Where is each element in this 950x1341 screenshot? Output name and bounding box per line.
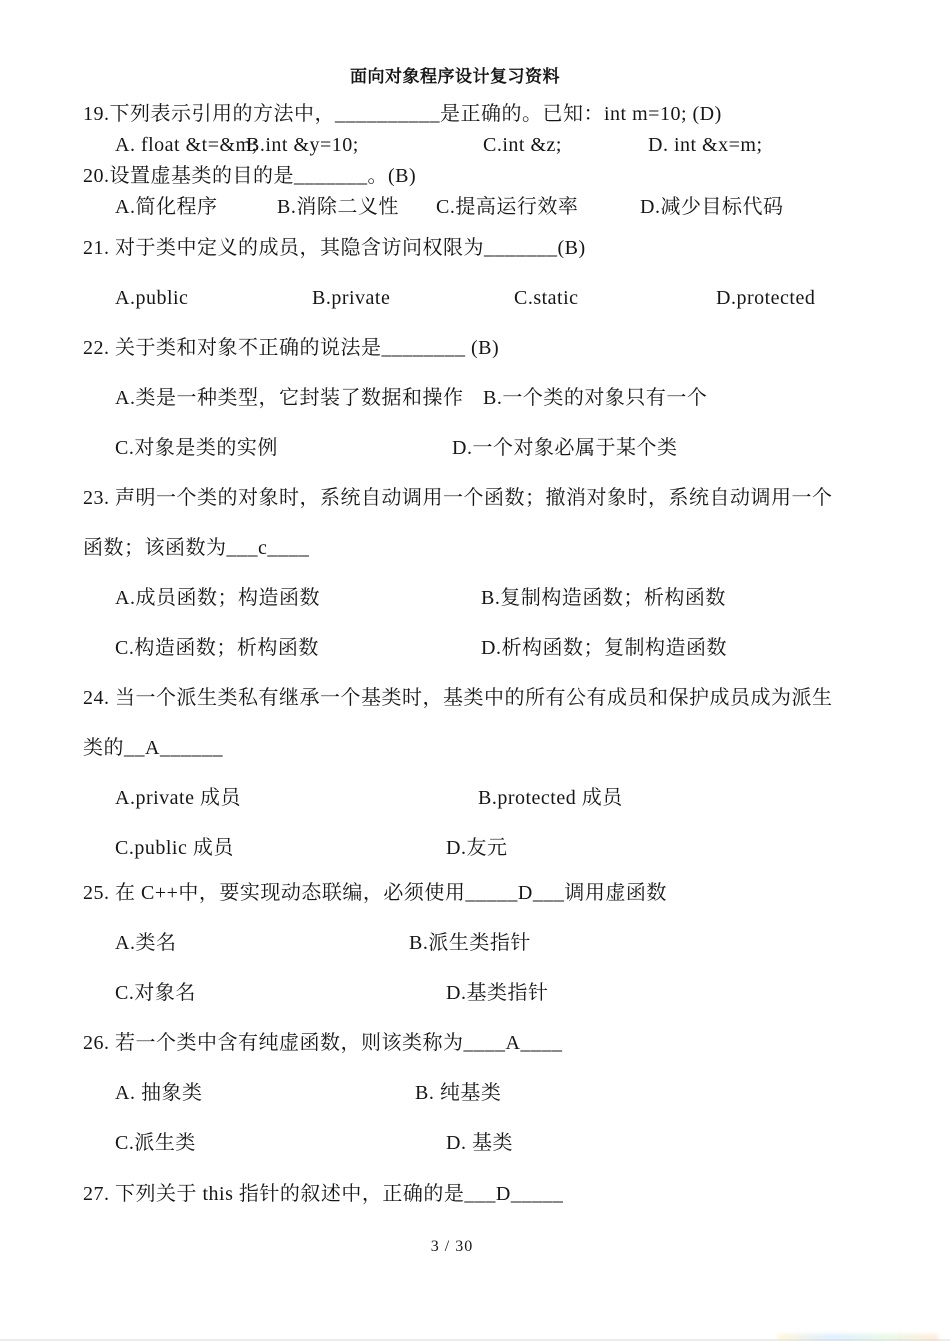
option: C.public 成员	[115, 837, 234, 859]
option: B. 纯基类	[415, 1082, 502, 1104]
question-stem-line: 20.设置虚基类的目的是_______。(B)	[83, 165, 417, 187]
option: A.简化程序	[115, 196, 218, 218]
option: A. float &t=&m;	[115, 134, 258, 156]
option: B.派生类指针	[409, 932, 531, 954]
option: C.static	[514, 287, 579, 309]
option: C.对象是类的实例	[115, 437, 278, 459]
option: A.成员函数；构造函数	[115, 587, 320, 609]
option: A.类名	[115, 932, 177, 954]
document-title: 面向对象程序设计复习资料	[350, 67, 560, 86]
option: B.private	[312, 287, 391, 309]
question-stem-line: 25. 在 C++中，要实现动态联编，必须使用_____D___调用虚函数	[83, 882, 667, 904]
option: C.int &z;	[483, 134, 562, 156]
question-stem-line: 19.下列表示引用的方法中，__________是正确的。已知：int m=10; (D)	[83, 103, 722, 125]
question-stem-line: 类的__A______	[83, 737, 223, 759]
question-stem-line: 24. 当一个派生类私有继承一个基类时，基类中的所有公有成员和保护成员成为派生	[83, 687, 833, 709]
page-number: 3 / 30	[430, 1238, 474, 1255]
option: A. 抽象类	[115, 1082, 203, 1104]
option: B.protected 成员	[478, 787, 623, 809]
option: B.消除二义性	[277, 196, 399, 218]
question-stem-line: 26. 若一个类中含有纯虚函数，则该类称为____A____	[83, 1032, 563, 1054]
option: D.析构函数；复制构造函数	[481, 637, 727, 659]
option: C.提高运行效率	[436, 196, 579, 218]
option: C.构造函数；析构函数	[115, 637, 319, 659]
option: D.protected	[716, 287, 816, 309]
question-stem-line: 21. 对于类中定义的成员，其隐含访问权限为_______(B)	[83, 237, 586, 259]
option: D.减少目标代码	[640, 196, 784, 218]
option: D. 基类	[446, 1132, 513, 1154]
option: B.int &y=10;	[246, 134, 359, 156]
option: D.友元	[446, 837, 508, 859]
question-stem-line: 函数；该函数为___c____	[83, 537, 310, 559]
question-stem-line: 22. 关于类和对象不正确的说法是________ (B)	[83, 337, 500, 359]
question-stem-line: 27. 下列关于 this 指针的叙述中，正确的是___D_____	[83, 1183, 564, 1205]
option: A.private 成员	[115, 787, 241, 809]
option: B.复制构造函数；析构函数	[481, 587, 726, 609]
option: A.public	[115, 287, 189, 309]
option: C.对象名	[115, 982, 196, 1004]
option: D. int &x=m;	[648, 134, 763, 156]
option: D.一个对象必属于某个类	[452, 437, 678, 459]
option: C.派生类	[115, 1132, 196, 1154]
option: D.基类指针	[446, 982, 549, 1004]
watermark	[778, 1334, 938, 1341]
question-stem-line: 23. 声明一个类的对象时，系统自动调用一个函数；撤消对象时，系统自动调用一个	[83, 487, 833, 509]
option: B.一个类的对象只有一个	[483, 387, 708, 409]
option: A.类是一种类型，它封装了数据和操作	[115, 387, 464, 409]
